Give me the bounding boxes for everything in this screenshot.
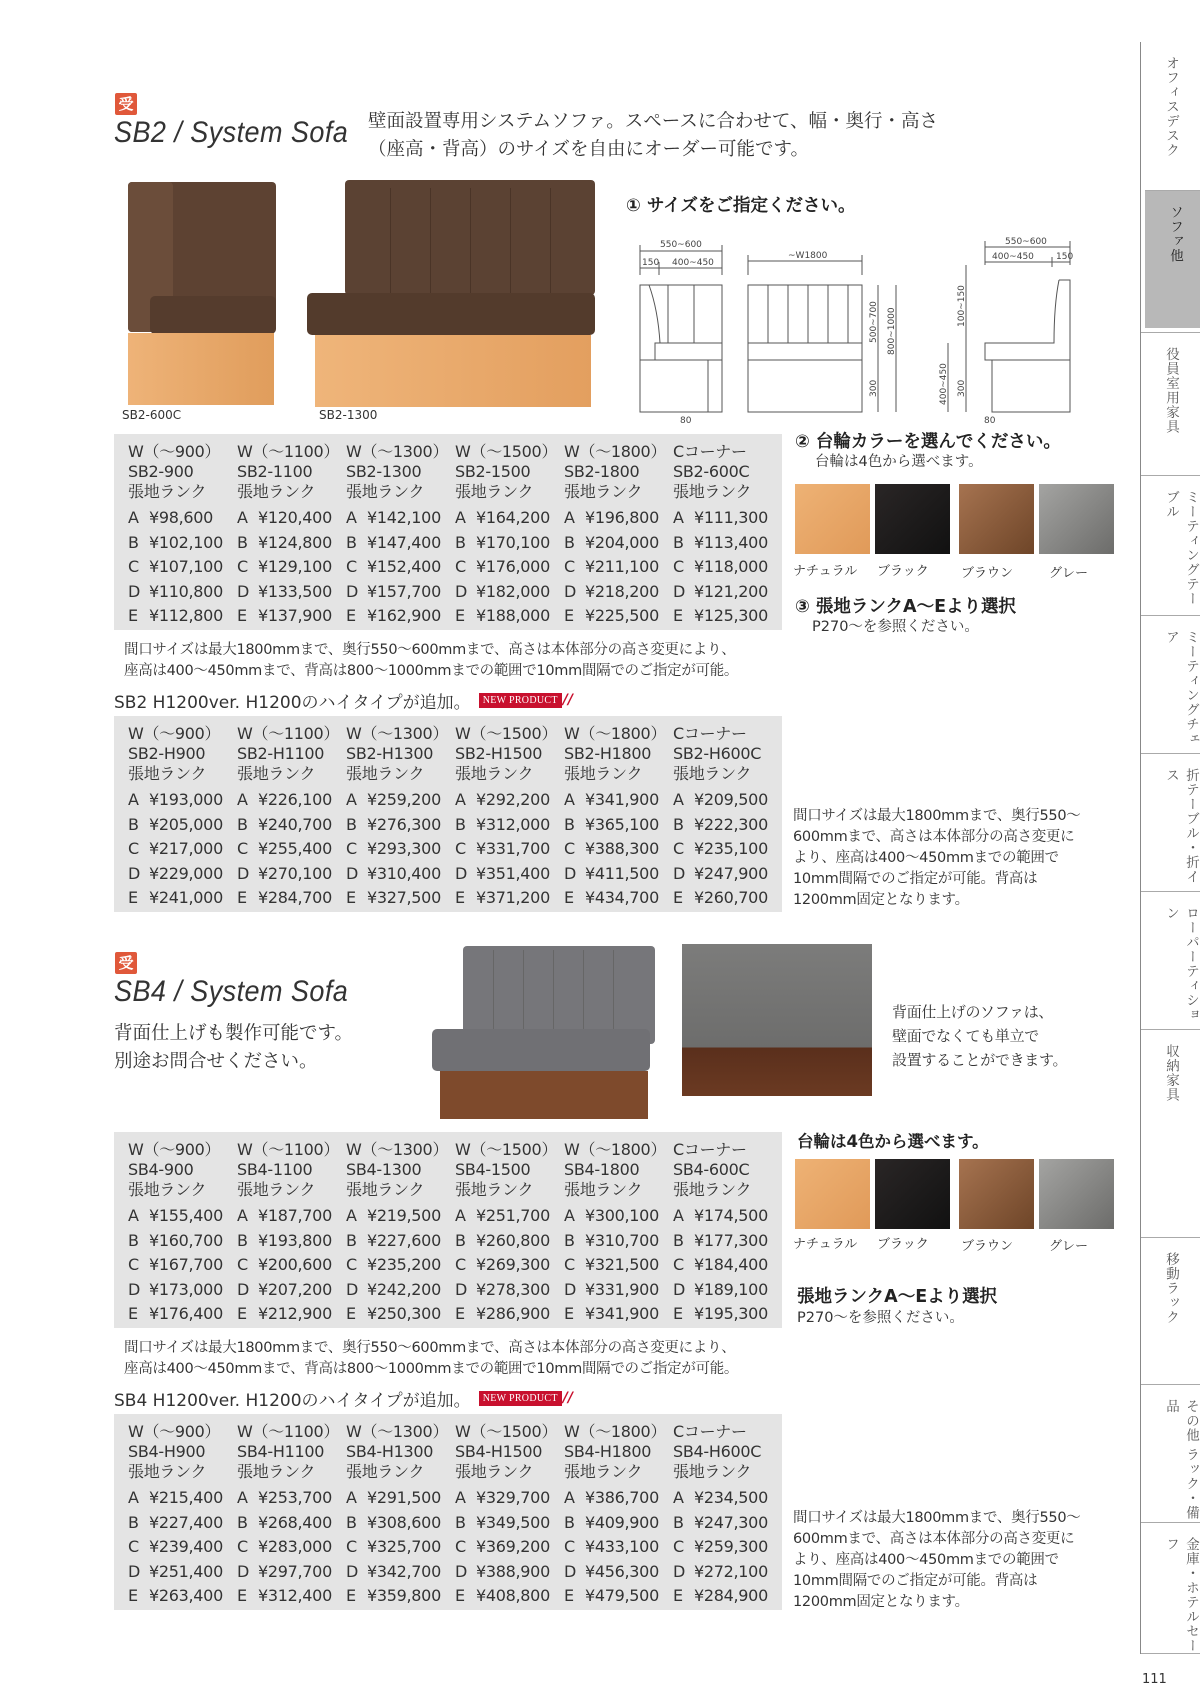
index-tab-meeting-table[interactable]: ミーティングテーブル: [1141, 475, 1200, 615]
index-tab-storage[interactable]: 収納家具: [1141, 1029, 1200, 1237]
svg-text:300: 300: [957, 379, 967, 397]
price-column: Cコーナー SB2-H600C 張地ランク A ¥209,500 B ¥222,300 C ¥235,100 D ¥247,900 E ¥260,700: [673, 724, 768, 907]
color-swatch-natural: [795, 1159, 870, 1229]
price-column: W（～1500） SB4-1500 張地ランク A ¥251,700 B ¥260,800 C ¥269,300 D ¥278,300 E ¥286,900: [455, 1140, 558, 1323]
svg-text:100~150: 100~150: [957, 285, 967, 327]
price-column: W（～1800） SB4-H1800 張地ランク A ¥386,700 B ¥409,900 C ¥433,100 D ¥456,300 E ¥479,500: [564, 1422, 667, 1605]
sb4-side-note: 背面仕上げのソファは、 壁面でなくても単立で 設置することができます。: [892, 1003, 1068, 1069]
svg-text:550~600: 550~600: [1005, 237, 1047, 247]
price-column: W（～1300） SB2-H1300 張地ランク A ¥259,200 B ¥276,300 C ¥293,300 D ¥310,400 E ¥327,500: [346, 724, 449, 907]
index-tab-mobile-rack[interactable]: 移動ラック: [1141, 1237, 1200, 1384]
price-column: W（～1800） SB2-H1800 張地ランク A ¥341,900 B ¥365,100 C ¥388,300 D ¥411,500 E ¥434,700: [564, 724, 667, 907]
price-column: W（～1300） SB4-1300 張地ランク A ¥219,500 B ¥227,600 C ¥235,200 D ¥242,200 E ¥250,300: [346, 1140, 449, 1323]
color-swatch-brown: [959, 484, 1034, 554]
index-tab-meeting-chair[interactable]: ミーティングチェア: [1141, 615, 1200, 753]
sb4-h1200-price-table: [114, 1414, 782, 1610]
sb2-title: SB2 / System Sofa: [114, 116, 349, 149]
svg-text:400~450: 400~450: [992, 252, 1034, 262]
sb2-600c-photo: [120, 178, 280, 393]
svg-text:550~600: 550~600: [660, 240, 702, 250]
svg-text:80: 80: [680, 416, 692, 425]
sb4-price-table: [114, 1132, 782, 1328]
index-tab-office-desk[interactable]: オフィスデスク: [1163, 56, 1179, 158]
price-column: W（～1500） SB4-H1500 張地ランク A ¥329,700 B ¥349,500 C ¥369,200 D ¥388,900 E ¥408,800: [455, 1422, 558, 1605]
index-tab-safe[interactable]: 金庫・ホテルセーフ: [1141, 1522, 1200, 1654]
sb4-h1200-subhead: SB4 H1200ver. H1200のハイタイプが追加。 NEW PRODUCT //: [114, 1390, 573, 1411]
color-swatch-black: [875, 1159, 950, 1229]
price-column: W（～1800） SB2-1800 張地ランク A ¥196,800 B ¥204,000 C ¥211,100 D ¥218,200 E ¥225,500: [564, 442, 667, 625]
sb4-description: 背面仕上げも製作可能です。 別途お問合せください。: [114, 1023, 354, 1072]
page-number: 111: [1142, 1672, 1167, 1687]
category-index-sidebar: [1140, 42, 1200, 1654]
step2-heading: ② 台輪カラーを選んでください。: [795, 432, 1061, 452]
sb4-size-note: 間口サイズは最大1800mmまで、奥行550～600mmまで、高さは本体部分の高さ変更により、 座高は400～450mmまで、背高は800～1000mmまでの範囲で10mm間隔でのご指定が可能。: [124, 1340, 739, 1377]
step3-subtext: P270～を参照ください。: [812, 619, 979, 635]
price-column: W（～1100） SB2-H1100 張地ランク A ¥226,100 B ¥240,700 C ¥255,400 D ¥270,100 E ¥284,700: [237, 724, 340, 907]
svg-text:400~450: 400~450: [672, 258, 714, 268]
price-column: W（～900） SB4-H900 張地ランク A ¥215,400 B ¥227,400 C ¥239,400 D ¥251,400 E ¥263,400: [128, 1422, 223, 1605]
svg-text:300: 300: [869, 379, 879, 397]
price-column: W（～1800） SB4-1800 張地ランク A ¥300,100 B ¥310,700 C ¥321,500 D ¥331,900 E ¥341,900: [564, 1140, 667, 1323]
color-swatch-gray: [1039, 484, 1114, 554]
index-tab-sofa[interactable]: ソファ他: [1145, 190, 1200, 328]
step2-subtext: 台輪は4色から選べます。: [815, 454, 983, 470]
sb4-back-finish-photo: [682, 944, 872, 1096]
price-column: Cコーナー SB4-600C 張地ランク A ¥174,500 B ¥177,300 C ¥184,400 D ¥189,100 E ¥195,300: [673, 1140, 768, 1323]
price-column: W（～1500） SB2-1500 張地ランク A ¥164,200 B ¥170,100 C ¥176,000 D ¥182,000 E ¥188,000: [455, 442, 558, 625]
sb2-size-note: 間口サイズは最大1800mmまで、奥行550～600mmまで、高さは本体部分の高さ変更により、 座高は400～450mmまで、背高は800～1000mmまでの範囲で10mm間隔でのご指定が可能。: [124, 642, 739, 679]
svg-text:800~1000: 800~1000: [887, 307, 897, 355]
price-column: W（～1500） SB2-H1500 張地ランク A ¥292,200 B ¥312,000 C ¥331,700 D ¥351,400 E ¥371,200: [455, 724, 558, 907]
svg-text:400~450: 400~450: [939, 363, 949, 405]
color-swatch-natural: [795, 484, 870, 554]
svg-text:500~700: 500~700: [869, 301, 879, 343]
index-tab-partition[interactable]: ローパーティション: [1141, 891, 1200, 1029]
step3-heading: ③ 張地ランクA～Eより選択: [795, 597, 1017, 617]
price-column: W（～1300） SB4-H1300 張地ランク A ¥291,500 B ¥308,600 C ¥325,700 D ¥342,700 E ¥359,800: [346, 1422, 449, 1605]
color-swatch-brown: [959, 1159, 1034, 1229]
price-column: W（～1100） SB4-1100 張地ランク A ¥187,700 B ¥193,800 C ¥200,600 D ¥207,200 E ¥212,900: [237, 1140, 340, 1323]
price-column: W（～1100） SB4-H1100 張地ランク A ¥253,700 B ¥268,400 C ¥283,000 D ¥297,700 E ¥312,400: [237, 1422, 340, 1605]
made-to-order-badge: 受: [115, 952, 137, 974]
sb4-sofa-photo: [430, 944, 655, 1120]
sb4-rank-subtext: P270～を参照ください。: [797, 1310, 964, 1326]
svg-text:150: 150: [1056, 252, 1074, 262]
dimension-diagram: [630, 235, 1110, 425]
color-swatch-black: [875, 484, 950, 554]
base-color-swatches: ナチュラル ブラック ブラウン グレー: [793, 482, 1123, 572]
price-column: Cコーナー SB2-600C 張地ランク A ¥111,300 B ¥113,400 C ¥118,000 D ¥121,200 E ¥125,300: [673, 442, 768, 625]
price-column: W（～900） SB2-H900 張地ランク A ¥193,000 B ¥205,000 C ¥217,000 D ¥229,000 E ¥241,000: [128, 724, 223, 907]
price-column: W（～900） SB2-900 張地ランク A ¥98,600 B ¥102,100 C ¥107,100 D ¥110,800 E ¥112,800: [128, 442, 223, 625]
sb4-title: SB4 / System Sofa: [114, 975, 349, 1008]
color-swatch-gray: [1039, 1159, 1114, 1229]
svg-text:~W1800: ~W1800: [788, 251, 828, 261]
price-column: Cコーナー SB4-H600C 張地ランク A ¥234,500 B ¥247,300 C ¥259,300 D ¥272,100 E ¥284,900: [673, 1422, 768, 1605]
sb2-h1200-price-table: [114, 716, 782, 912]
index-tab-folding[interactable]: 折テーブル・折イス: [1141, 753, 1200, 891]
sb4-colors-heading: 台輪は4色から選べます。: [797, 1132, 989, 1151]
sb2-h1200-note: 間口サイズは最大1800mmまで、奥行550～ 600mmまで、高さは本体部分の高さ変更に より、座高は400～450mmまでの範囲で 10mm間隔でのご指定が可能。背高は 1200mm固定となります。: [793, 808, 1081, 908]
price-column: W（～900） SB4-900 張地ランク A ¥155,400 B ¥160,700 C ¥167,700 D ¥173,000 E ¥176,400: [128, 1140, 223, 1323]
sb2-h1200-subhead: SB2 H1200ver. H1200のハイタイプが追加。 NEW PRODUCT //: [114, 692, 573, 713]
svg-text:80: 80: [984, 416, 996, 425]
new-product-badge: NEW PRODUCT //: [479, 693, 573, 708]
price-column: W（～1100） SB2-1100 張地ランク A ¥120,400 B ¥124,800 C ¥129,100 D ¥133,500 E ¥137,900: [237, 442, 340, 625]
index-tab-other-racks[interactable]: その他 ラック・備品: [1141, 1384, 1200, 1522]
photo-caption: SB2-1300: [319, 408, 378, 422]
sb2-description: 壁面設置専用システムソファ。スペースに合わせて、幅・奥行・高さ （座高・背高）のサイズを自由にオーダー可能です。: [368, 111, 938, 160]
price-column: W（～1300） SB2-1300 張地ランク A ¥142,100 B ¥147,400 C ¥152,400 D ¥157,700 E ¥162,900: [346, 442, 449, 625]
svg-text:150: 150: [642, 258, 660, 268]
base-color-swatches: ナチュラル ブラック ブラウン グレー: [793, 1157, 1123, 1247]
index-tab-executive[interactable]: 役員室用家具: [1141, 332, 1200, 472]
step1-heading: ① サイズをご指定ください。: [626, 196, 856, 216]
made-to-order-badge: 受: [115, 93, 137, 115]
sb4-h1200-note: 間口サイズは最大1800mmまで、奥行550～ 600mmまで、高さは本体部分の高さ変更に より、座高は400～450mmまでの範囲で 10mm間隔でのご指定が可能。背高は 1200mm固定となります。: [793, 1510, 1081, 1610]
sb4-rank-heading: 張地ランクA～Eより選択: [797, 1287, 998, 1307]
photo-caption: SB2-600C: [122, 408, 182, 422]
sb2-1300-photo: [305, 178, 600, 398]
new-product-badge: NEW PRODUCT //: [479, 1391, 573, 1406]
sb2-price-table: [114, 434, 782, 630]
